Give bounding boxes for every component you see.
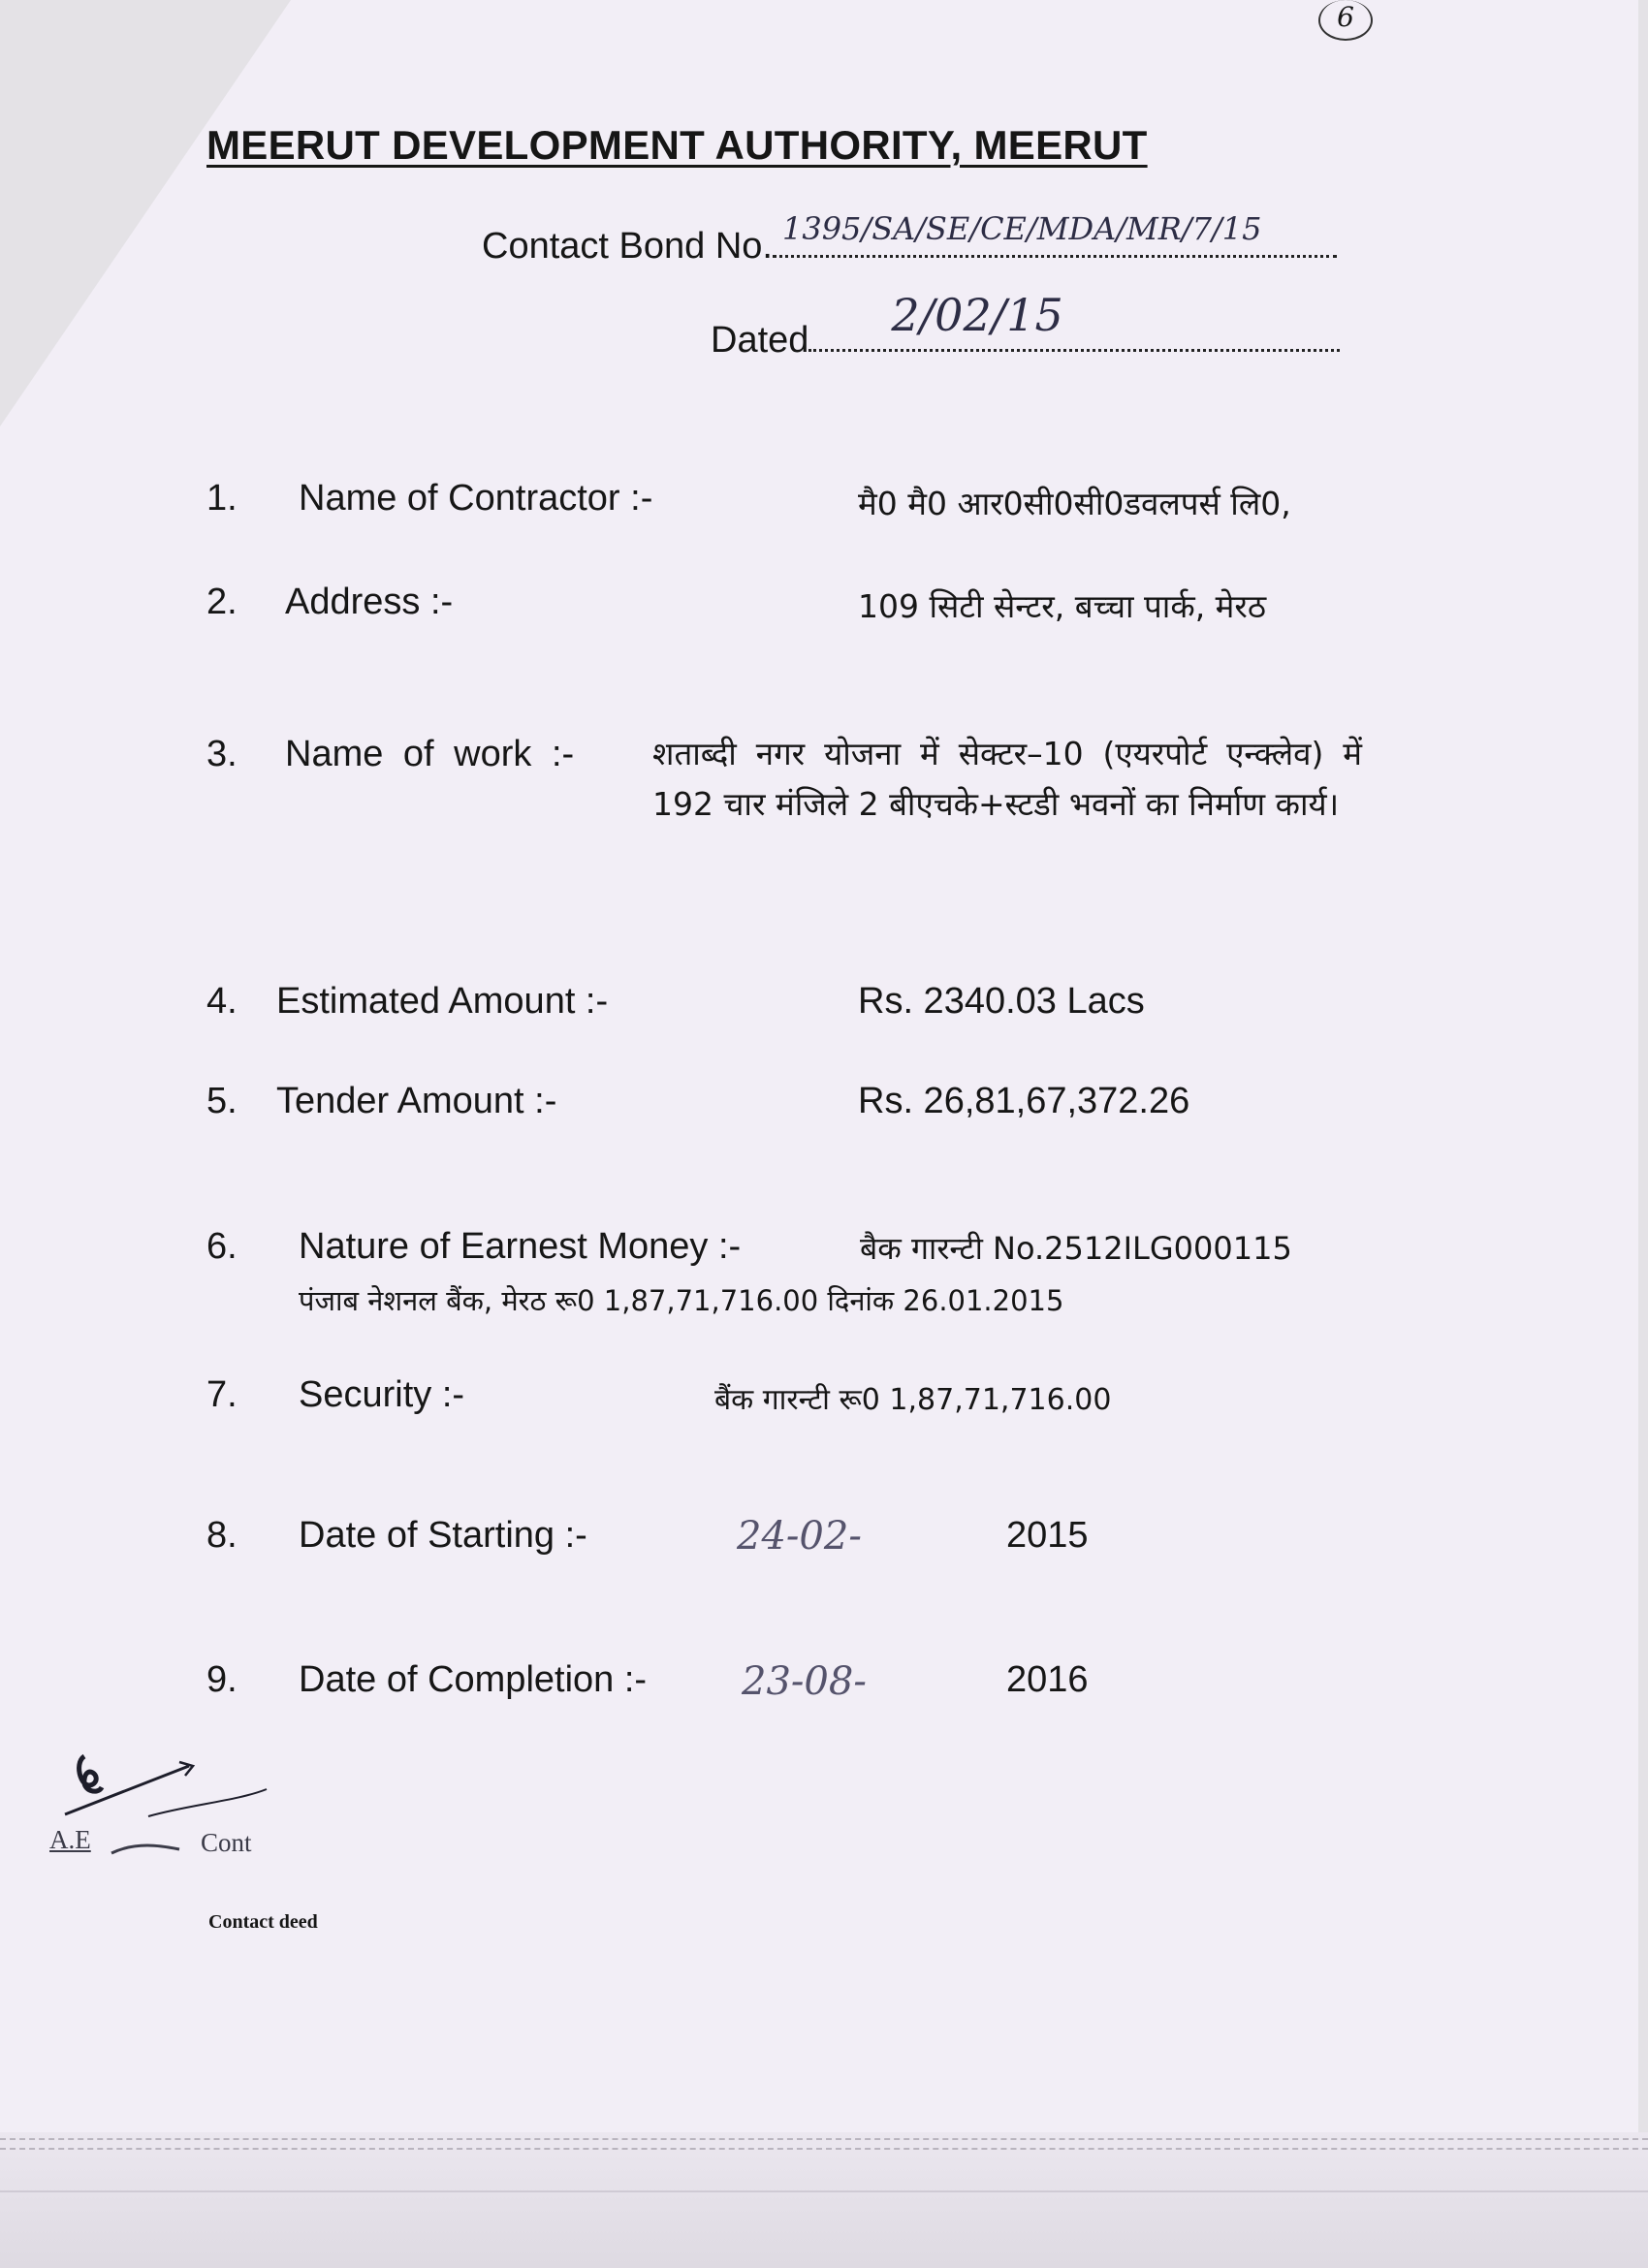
completion-year-value: 2016 — [1006, 1659, 1089, 1700]
bond-label: Contact Bond No. — [482, 226, 773, 267]
signature-cont-text: Cont — [201, 1828, 252, 1857]
item-4-number: 4. — [206, 981, 238, 1022]
signature-ae-text: A.E — [49, 1825, 91, 1854]
edge-line — [0, 2138, 1648, 2140]
security-value: बैंक गारन्टी रू0 1,87,71,716.00 — [714, 1383, 1112, 1417]
signature-block — [44, 1745, 296, 1871]
start-year-value: 2015 — [1006, 1515, 1089, 1556]
dated-label: Dated — [711, 320, 809, 361]
dated-line — [711, 289, 1340, 362]
item-8-label: Date of Starting :- — [299, 1515, 587, 1556]
item-3-number: 3. — [206, 734, 238, 774]
item-5-number: 5. — [206, 1081, 238, 1121]
item-1-number: 1. — [206, 478, 238, 519]
tender-amount-value: Rs. 26,81,67,372.26 — [858, 1081, 1190, 1121]
edge-line — [0, 2148, 1648, 2150]
estimated-amount-value: Rs. 2340.03 Lacs — [858, 981, 1145, 1022]
item-8-number: 8. — [206, 1515, 238, 1556]
earnest-money-value: बैक गारन्टी No.2512ILG000115 — [860, 1230, 1292, 1267]
address-value: 109 सिटी सेन्टर, बच्चा पार्क, मेरठ — [858, 587, 1267, 625]
dated-dotted-line — [808, 289, 1340, 352]
item-2-label: Address :- — [285, 582, 454, 622]
completion-date-handwritten: 23-08- — [742, 1659, 867, 1704]
page-number: 6 — [1318, 0, 1373, 41]
item-7-number: 7. — [206, 1374, 238, 1415]
item-7-label: Security :- — [299, 1374, 465, 1415]
work-name-value: शताब्दी नगर योजना में सेक्टर–10 (एयरपोर्ट एन्क्लेव) में 192 चार मंजिले 2 बीएचके+स्टडी भवनों का निर्माण कार्य। — [652, 735, 1362, 823]
item-4-label: Estimated Amount :- — [276, 981, 609, 1022]
item-3-label: Name of work :- — [285, 734, 575, 774]
item-5-label: Tender Amount :- — [276, 1081, 557, 1121]
item-9-number: 9. — [206, 1659, 238, 1700]
bond-dotted-line — [773, 210, 1337, 258]
item-6-number: 6. — [206, 1226, 238, 1267]
earnest-money-details: पंजाब नेशनल बैंक, मेरठ रू0 1,87,71,716.00 दिनांक 26.01.2015 — [299, 1284, 1064, 1317]
item-9-label: Date of Completion :- — [299, 1659, 648, 1700]
item-6-label: Nature of Earnest Money :- — [299, 1226, 742, 1267]
paper-stack-edge — [0, 2132, 1648, 2268]
item-2-number: 2. — [206, 582, 238, 622]
edge-line — [0, 2190, 1648, 2192]
document-title: MEERUT DEVELOPMENT AUTHORITY, MEERUT — [206, 122, 1148, 168]
start-date-handwritten: 24-02- — [737, 1514, 862, 1559]
bond-line — [482, 210, 1337, 268]
bond-number-handwritten: 1395/SA/SE/CE/MDA/MR/7/15 — [781, 210, 1262, 247]
item-1-label: Name of Contractor :- — [299, 478, 653, 519]
footer-caption: Contact deed — [208, 1911, 318, 1933]
contractor-name-value: मै0 मै0 आर0सी0सी0डवलपर्स लि0, — [858, 485, 1291, 522]
dated-handwritten: 2/02/15 — [891, 289, 1063, 341]
